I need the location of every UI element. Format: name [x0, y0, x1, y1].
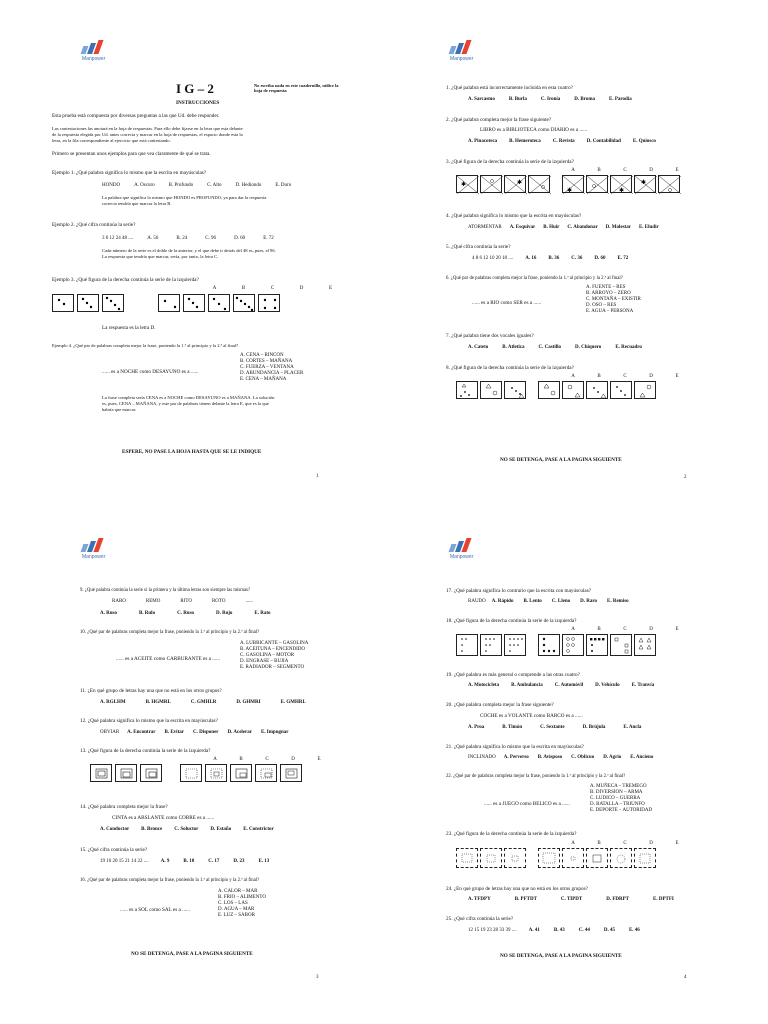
question-2-stem: LIBRO es a BIBLIOTECA como DIARIO es a ......: [480, 127, 588, 133]
question-19-options: A. Motocicleta B. Ambulancia C. Automóvil D. Vehículo E. Tranvía: [468, 683, 655, 688]
instructions-heading: INSTRUCCIONES: [176, 100, 220, 106]
example-3-prompt: Ejemplo 3. ¿Qué figura de la derecha continúa la serie de la izquierda?: [52, 277, 199, 283]
question-4-options: ATORMENTAR A. Esquivar B. Huir C. Abandonar D. Molestar E. Eludir: [468, 225, 659, 230]
option-e-box: [280, 764, 302, 782]
question-1-options: A. Sarcasmo B. Burla C. Ironía D. Broma E. Parodia: [468, 97, 632, 102]
option-c-box: [610, 175, 632, 193]
option-d-box: [610, 381, 632, 399]
figure-box: [504, 848, 526, 868]
question-11: 11. ¿En qué grupo de letras hay una que no está en los otros grupos?: [80, 688, 222, 694]
option-b-box: [205, 764, 227, 782]
question-22: 22. ¿Qué par de palabras completa mejor la frase, poniendo la 1.ª al principio y la 2.ª al final?: [446, 774, 626, 779]
paragraph-line: de la respuesta elegida por Ud. antes correcta y marcar en la hoja de respuestas, el espacio donde esta la: [52, 132, 243, 137]
question-8-letters: A B C D E: [571, 374, 679, 379]
question-13-figures: [90, 764, 302, 782]
paragraph-line: es, pues, CENA – MAÑANA, y este par de palabras tienen delante la letra E, que es la que: [102, 401, 269, 406]
question-22-options: A. MUÑECA – TREMEGO B. DIVERSION – ARMA C. LUDICO – GUERRA D. BATALLA – TRIUNFO E. DEPORTE – AUTORIDAD: [590, 784, 653, 813]
question-3-figures: [456, 175, 680, 193]
question-18-figures: [456, 634, 656, 656]
option-b-box: [562, 848, 584, 868]
question-13: 13. ¿Qué figura de la derecha continúa la serie de la izquierda?: [80, 748, 211, 754]
question-10-stem: ...... es a ACEITE como CARBURANTE es a ......: [116, 656, 221, 662]
option-b-box: [562, 634, 584, 656]
option-d-box: [610, 634, 632, 656]
question-13-letters: A B C D E: [213, 757, 321, 762]
page-4: [388, 525, 758, 1015]
question-16: 16. ¿Qué par de palabras completa mejor la frase, poniendo la 1.ª al principio y la 2.ª al final?: [80, 878, 260, 883]
page-number: 3: [316, 975, 319, 980]
manpower-logo: Manpower: [450, 40, 486, 66]
figure-box: [140, 764, 162, 782]
question-1: 1. ¿Qué palabra está incorrectamente incluida en esta cuatro?: [446, 85, 573, 91]
question-23-figures: [456, 848, 656, 868]
example-3-figures: [52, 294, 280, 312]
figure-box: [456, 848, 478, 868]
question-11-options: A. RGLHM B. HGMRL C. GMHLR D. GHMRI E. GMHRL: [100, 700, 306, 705]
option-e-box: [634, 381, 656, 399]
figure-box: [480, 848, 502, 868]
figure-box: [77, 294, 99, 312]
page-footer: NO SE DETENGA, PASE A LA PAGINA SIGUIENTE: [131, 951, 253, 957]
paragraph-line: letra, en la fila correspondiente al ejercicio que está contestando.: [52, 138, 171, 143]
option-e-box: [634, 848, 656, 868]
question-9-options: A. Ruso B. Rulo C. Ruso D. Rojo E. Rato: [100, 611, 271, 616]
figure-box: [456, 381, 478, 399]
paragraph-line: La palabra que significa lo mismo que HONDO es PROFUNDO, ya para dar la respuesta: [102, 195, 267, 200]
figure-box: [115, 764, 137, 782]
option-e-box: [634, 634, 656, 656]
figure-box: [528, 175, 550, 193]
question-24-options: A. TFDPY B. PFTDT C. TIPDT D. FDRPT E. DPTFI: [468, 897, 674, 902]
option-b-box: [586, 175, 608, 193]
question-4: 4. ¿Qué palabra significa lo mismo que la escrita en mayúsculas?: [446, 213, 582, 219]
answer-note: No escriba nada en este cuadernillo, utilice la hoja de respuesta: [254, 83, 339, 93]
question-9: 9. ¿Qué palabra continúa la serie si la primera y la última letras son siempre las mismas?: [80, 588, 251, 593]
option-b-box: [183, 294, 205, 312]
figure-box: [504, 175, 526, 193]
example-2-options: 3 6 12 24 48 .... A. 56 B. 24 C. 96 D. 60 E. 72: [102, 236, 274, 241]
page-number: 4: [684, 975, 687, 980]
question-20: 20. ¿Qué palabra completa mejor la frase siguiente?: [446, 702, 554, 708]
question-9-stem: RARO REMO RITO ROTO ......: [112, 599, 253, 604]
option-a-box: [158, 294, 180, 312]
example-4-stem: ...... es a NOCHE como DESAYUNO es a ......: [102, 369, 199, 375]
page-1: [4, 20, 374, 510]
question-17-options: RAUDO A. Rápido B. Lento C. Lleno D. Raro E. Remiso: [468, 599, 629, 604]
question-10: 10. ¿Qué par de palabras completa mejor la frase, poniendo la 1.ª al principio y la 2.ª al final?: [80, 630, 260, 635]
example-1-prompt: Ejemplo 1. ¿Qué palabra significa lo mismo que la escrita en mayúsculas?: [52, 170, 207, 176]
paragraph-line: Primero se presentan unos ejemplos para que vea claramente de qué se trata.: [52, 151, 211, 157]
figure-box: [456, 634, 478, 656]
svg-text:✱: ✱: [567, 188, 573, 194]
question-25-options: 12 15 19 23 28 33 39 .... A. 41 B. 43 C. 44 D. 45 E. 46: [468, 928, 640, 933]
option-a-box: [538, 634, 560, 656]
example-3-answer: La respuesta es la letra D.: [102, 325, 156, 331]
question-15: 15. ¿Qué cifra continúa la serie?: [80, 847, 148, 853]
question-8-figures: [456, 381, 656, 399]
question-20-options: A. Proa B. Timón C. Sextante D. Brújula E. Ancla: [468, 725, 642, 730]
example-4-options: A. CENA – RINCON B. CORTES – MAÑANA C. FUERZA – VENTANA D. ABUNDANCIA – PLACER E. CENA – MAÑANA: [240, 353, 304, 382]
example-4-prompt: Ejemplo 4. ¿Qué par de palabras completa mejor la frase, poniendo la 1.ª al principio y la 2.ª al final?: [52, 343, 239, 348]
manpower-logo: Manpower: [82, 538, 118, 564]
question-7: 7. ¿Qué palabra tiene dos vocales iguales?: [446, 333, 534, 339]
option-e-box: [258, 294, 280, 312]
figure-box: [504, 381, 526, 399]
intro-text: Esta prueba está compuesta por diversas preguntas a las que Ud. debe responder.: [52, 113, 220, 119]
figure-box: [480, 634, 502, 656]
question-22-stem: ...... es a JUEGO como BELICO es a ......: [484, 801, 570, 807]
page-3: [4, 525, 374, 1015]
paragraph-line: Cada número de la serie es el doble de la anterior, y el que debe ir detrás del 48 es, pues, el 96.: [102, 248, 276, 253]
question-16-stem: ...... es a SOL como SAL es a ......: [120, 907, 190, 913]
figure-box: [504, 634, 526, 656]
question-10-options: A. LUBRICANTE – GASOLINA B. ACEITUNA – ENCENDIDO C. GASOLINA – MOTOR D. ENGRASE – BUJIA E. RADIADOR – SEGMENTO: [240, 641, 309, 670]
figure-box: [456, 175, 478, 193]
page-title: I G – 2: [176, 81, 214, 96]
option-c-box: [586, 848, 608, 868]
svg-text:✱: ✱: [619, 188, 625, 194]
option-b-box: [562, 381, 584, 399]
question-25: 25. ¿Qué cifra continúa la serie?: [446, 916, 514, 922]
option-d-box: [634, 175, 656, 193]
example-1-options: HONDO A. Oscuro B. Profundo C. Alto D. Hediondo E. Duro: [102, 183, 292, 188]
manpower-logo: Manpower: [82, 40, 118, 66]
manpower-logo: Manpower: [450, 538, 486, 564]
option-a-box: [180, 764, 202, 782]
question-3: 3. ¿Qué figura de la derecha continúa la serie de la izquierda?: [446, 159, 574, 165]
question-6: 6. ¿Qué par de palabras completa mejor la frase, poniendo la 1.ª al principio y la 2.ª al final?: [446, 276, 623, 281]
question-24: 24. ¿En qué grupo de letras hay una que no está en los otros grupos?: [446, 886, 588, 892]
svg-text:✱: ✱: [461, 182, 467, 188]
question-19: 19. ¿Qué palabra es más general o comprende a las otras cuatro?: [446, 672, 580, 678]
question-12: 12. ¿Qué palabra significa lo mismo que la escrita en mayúsculas?: [80, 718, 218, 724]
question-14: 14. ¿Qué palabra completa mejor la frase?: [80, 804, 168, 810]
figure-box: [52, 294, 74, 312]
paragraph-line: correcta tendría que marcar la letra B.: [102, 201, 172, 206]
option-c-box: [586, 381, 608, 399]
question-14-stem: CINTA es a ABSLANTE como COBRE es a ......: [112, 815, 215, 821]
example-2-prompt: Ejemplo 2. ¿Qué cifra continúa la serie?: [52, 222, 136, 228]
page-number: 2: [684, 475, 687, 480]
question-17: 17. ¿Qué palabra significa lo contrario que la escrita con mayúsculas?: [446, 588, 592, 594]
option-e-box: [658, 175, 680, 193]
figure-box: [480, 381, 502, 399]
page-footer: NO SE DETENGA, PASE A LA PAGINA SIGUIENTE: [500, 953, 622, 959]
question-6-stem: ...... es a RIO como SER es a ......: [472, 300, 542, 306]
option-c-box: [586, 634, 608, 656]
question-3-letters: A B C D E: [571, 168, 679, 173]
page-footer: NO SE DETENGA, PASE A LA PAGINA SIGUIENTE: [500, 457, 622, 463]
question-14-options: A. Conductor B. Bronce C. Soluctor D. Estaño E. Constrictor: [100, 827, 274, 832]
page-number: 1: [316, 474, 319, 479]
option-a-box: [538, 848, 560, 868]
question-16-options: A. CALOR – MAR B. FRIO – ALIMENTO C. LOS – LAS D. AGUA – MAR E. LUZ – SABOR: [218, 889, 266, 918]
question-12-options: OBVIAR A. Encontrar B. Evitar C. Disponer D. Acelerar E. Impugnar: [100, 730, 289, 735]
question-21: 21. ¿Qué palabra significa lo mismo que la escrita en mayúsculas?: [446, 744, 584, 750]
paragraph-line: Las contestaciones las anotará en la hoja de respuestas. Para ello debe fijarse en la letra que esta delante: [52, 126, 243, 131]
option-d-box: [233, 294, 255, 312]
option-a-box: [562, 175, 584, 193]
page-footer: ESPERE, NO PASE LA HOJA HASTA QUE SE LE INDIQUE: [122, 449, 262, 455]
option-a-box: [538, 381, 560, 399]
example-3-letters: A B C D E: [212, 286, 333, 291]
question-15-options: 19 16 20 15 21 14 22 .... A. 9 B. 10 C. 17 D. 23 E. 13: [100, 859, 270, 864]
paragraph-line: La respuesta que tendría que marcar, sería, por tanto, la letra C.: [102, 254, 219, 259]
option-c-box: [230, 764, 252, 782]
question-23: 23. ¿Qué figura de la derecha continúa la serie de la izquierda?: [446, 831, 577, 837]
question-6-options: A. FUENTE – RES B. ARROYO – ZERO C. MONTAÑA – EXISTIR D. OSO – RES E. AGUA – PERSONA: [586, 285, 641, 314]
svg-text:✱: ✱: [641, 180, 647, 186]
paragraph-line: La frase completa sería CENA es a NOCHE como DESAYUNO es a MAÑANA. La solución: [102, 395, 275, 400]
question-2: 2. ¿Qué palabra completa mejor la frase siguiente?: [446, 117, 552, 123]
figure-box: [102, 294, 124, 312]
question-21-options: INCLINADO A. Perverso B. Avisposo C. Oblicuo D. Agrio E. Ancieno: [468, 755, 654, 760]
question-2-options: A. Pinacoteca B. Hemeroteca C. Revista D. Contabilidad E. Quiosco: [468, 139, 656, 144]
question-20-stem: COCHE es a VOLANTE como BARCO es a ......: [480, 713, 583, 719]
svg-text:✱: ✱: [517, 180, 523, 186]
question-5: 5. ¿Qué cifra continúa la serie?: [446, 244, 511, 250]
question-8: 8. ¿Qué figura de la derecha continúa la serie de la izquierda?: [446, 365, 574, 371]
question-18: 18. ¿Qué figura de la derecha continúa la serie de la izquierda?: [446, 618, 577, 624]
question-23-letters: A B C D E: [571, 841, 679, 846]
question-5-options: 4 8 6 12 10 20 18 .... A. 16 B. 36 C. 36 D. 60 E. 72: [472, 256, 629, 261]
option-c-box: [208, 294, 230, 312]
question-18-letters: A B C D E: [571, 627, 679, 632]
question-7-options: A. Cateto B. Atletica C. Castillo D. Chiquero E. Recuadro: [468, 345, 642, 350]
page-2: [388, 20, 758, 510]
paragraph-line: habría que marcar.: [102, 407, 137, 412]
option-d-box: [610, 848, 632, 868]
option-d-box: [255, 764, 277, 782]
figure-box: [90, 764, 112, 782]
figure-box: [480, 175, 502, 193]
